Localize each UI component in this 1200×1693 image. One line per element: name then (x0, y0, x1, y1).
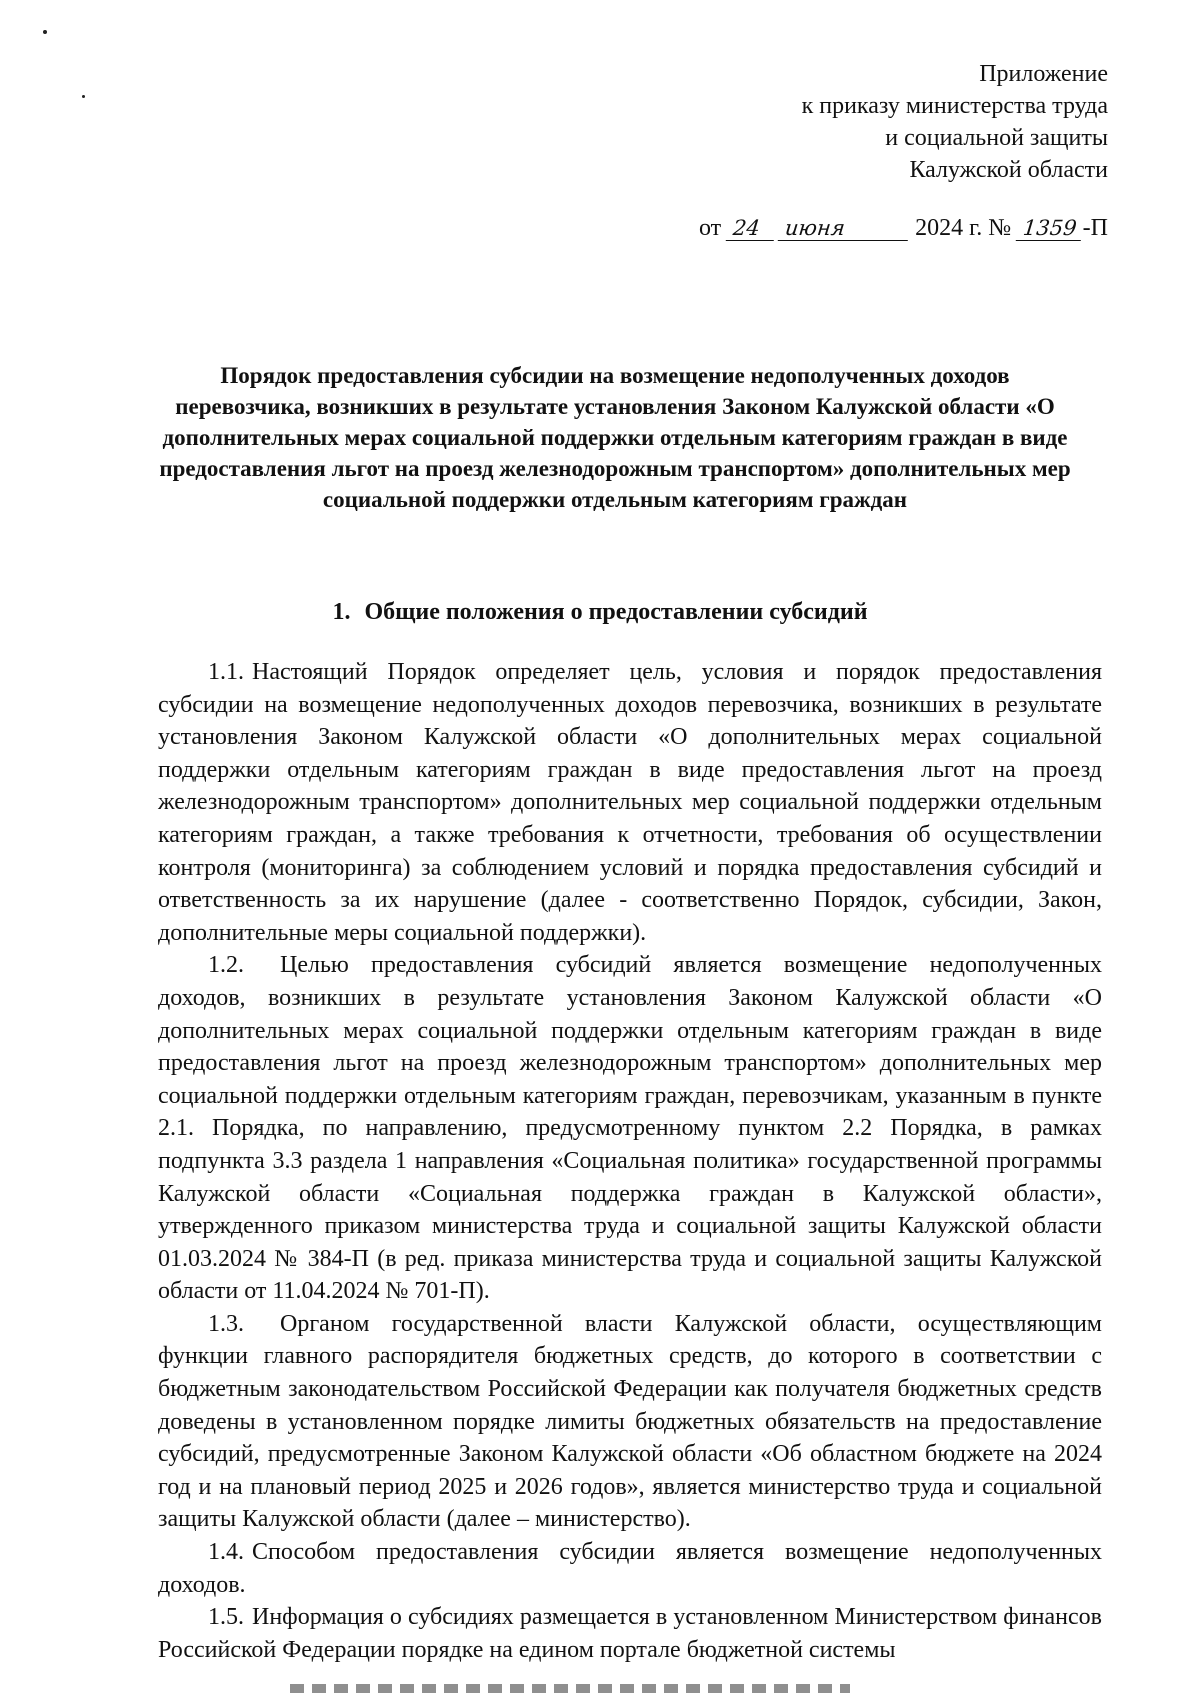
document-body (158, 656, 1102, 1666)
scan-speck (43, 30, 47, 34)
header-line: к приказу министерства труда (801, 93, 1108, 119)
order-year: 2024 г. № (915, 215, 1012, 241)
handwritten-day: 24 (726, 217, 777, 241)
header-line: Калужской области (909, 157, 1108, 183)
scan-speck (82, 95, 85, 98)
paragraph-number: 1.5. (208, 1604, 244, 1631)
paragraph-text: Информация о субсидиях размещается в установленном Министерством финансов Российской Федерации порядке на едином портале бюджетной системы (158, 1604, 1102, 1663)
paragraph-number: 1.1. (208, 659, 244, 685)
order-prefix: от (699, 215, 722, 241)
handwritten-month: июня (778, 217, 911, 241)
paragraph-text: Органом государственной власти Калужской области, осуществляющим функции главного распорядителя бюджетных средств, до которого в соответствии с бюджетным законодательством Российской Федерации как получателя бюджетных средств доведены в установленном порядке лимиты бюджетных обязательств на предоставление субсидий, предусмотренные Законом Калужской области «Об областном бюджете на 2024 год и на плановый период 2025 и 2026 годов», является министерство труда и социальной защиты Калужской области (далее – министерство). (158, 1310, 1102, 1533)
header-line: Приложение (979, 61, 1108, 87)
paragraph-number: 1.4. (208, 1539, 244, 1566)
paragraph-text: Целью предоставления субсидий является возмещение недополученных доходов, возникших в результате установления Законом Калужской области «О дополнительных мерах социальной поддержки отдельным категориям граждан в виде предоставления льгот на проезд железнодорожным транспортом» дополнительных мер социальной поддержки отдельным категориям граждан, перевозчикам, указанным в пункте 2.1. Порядка, по направлению, предусмотренному пунктом 2.2 Порядка, в рамках подпункта 3.3 раздела 1 направления «Социальная политика» государственной программы Калужской области «Социальная поддержка граждан в Калужской области», утвержденного приказом министерства труда и социальной защиты Калужской области 01.03.2024 № 384-П (в ред. приказа министерства труда и социальной защиты Калужской области от 11.04.2024 № 701-П). (158, 952, 1102, 1305)
cut-off-next-line (290, 1684, 850, 1693)
paragraph-text: Настоящий Порядок определяет цель, условия и порядок предоставления субсидии на возмещение недополученных доходов перевозчика, возникших в результате установления Законом Калужской области «О дополнительных мерах социальной поддержки отдельным категориям граждан в виде предоставления льгот на проезд железнодорожным транспортом» дополнительных мер социальной поддержки отдельным категориям граждан, а также требования к отчетности, требования об осуществлении контроля (мониторинга) за соблюдением условий и порядка предоставления субсидий и ответственность за их нарушение (далее - соответственно Порядок, субсидии, Закон, дополнительные меры социальной поддержки). (158, 659, 1102, 946)
paragraph-1-4 (158, 1536, 1102, 1601)
paragraph-1-5 (158, 1601, 1102, 1666)
paragraph-text: Способом предоставления субсидии является возмещение недополученных доходов. (158, 1539, 1102, 1598)
header-line: и социальной защиты (885, 125, 1108, 151)
document-title: Порядок предоставления субсидии на возмещение недополученных доходов перевозчика, возникших в результате установления Законом Калужской области «О дополнительных мерах социальной поддержки отдельным категориям граждан в виде предоставления льгот на проезд железнодорожным транспортом» дополнительных мер социальной поддержки отдельным категориям граждан (159, 363, 1071, 512)
paragraph-1-1 (158, 656, 1102, 949)
paragraph-number: 1.3. (208, 1310, 244, 1337)
order-suffix: -П (1082, 215, 1108, 241)
paragraph-1-3 (158, 1308, 1102, 1536)
order-reference (699, 212, 1108, 244)
section-number: 1. (332, 599, 351, 625)
paragraph-number: 1.2. (208, 952, 244, 979)
appendix-header (802, 58, 1108, 186)
paragraph-1-2 (158, 949, 1102, 1308)
section-title: Общие положения о предоставлении субсидий (364, 599, 868, 625)
section-heading (0, 596, 1200, 628)
handwritten-order-number: 1359 (1016, 217, 1084, 241)
